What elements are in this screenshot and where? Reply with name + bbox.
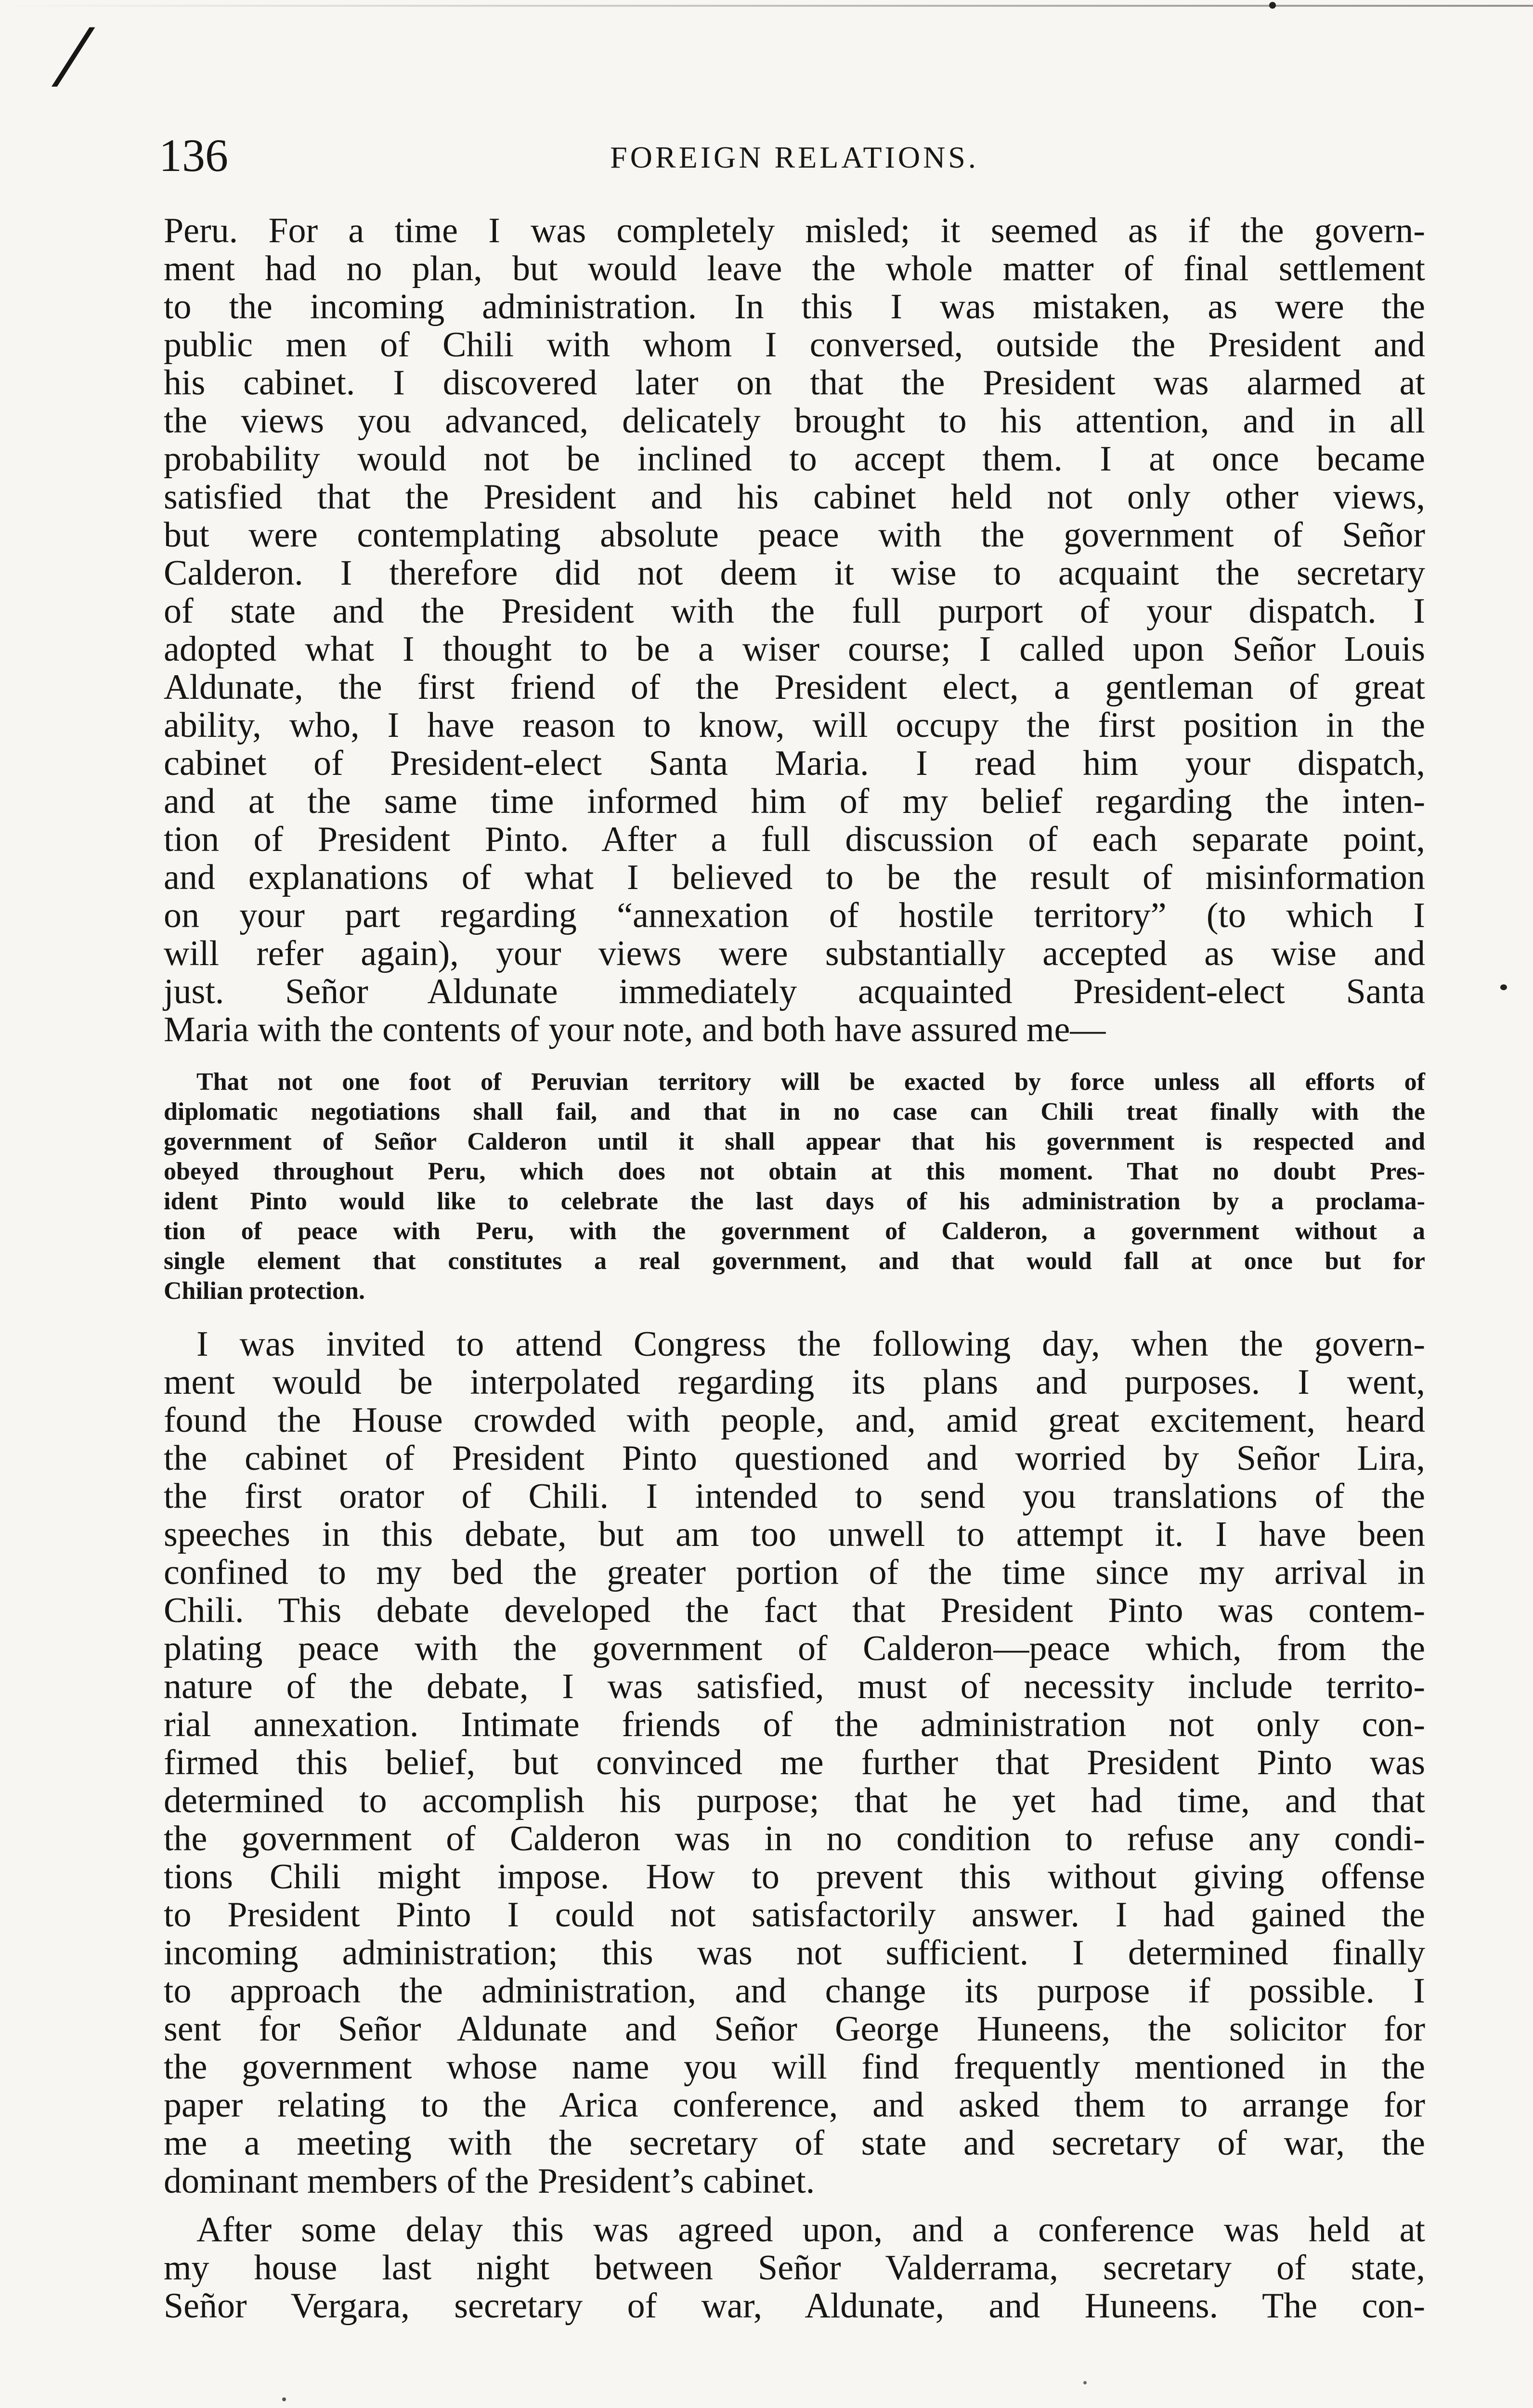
- text-line: confined to my bed the greater portion of the time since my arrival in: [164, 1553, 1425, 1592]
- ink-speck: [1500, 984, 1507, 990]
- ink-speck: [282, 2397, 286, 2401]
- text-line: the cabinet of President Pinto questioned and worried by Señor Lira,: [164, 1439, 1425, 1478]
- text-line: and at the same time informed him of my belief regarding the inten-: [164, 782, 1425, 821]
- text-line: determined to accomplish his purpose; that he yet had time, and that: [164, 1781, 1425, 1820]
- text-line: the views you advanced, delicately brought to his attention, and in all: [164, 401, 1425, 441]
- text-line: I was invited to attend Congress the following day, when the govern-: [196, 1324, 1425, 1364]
- text-line: probability would not be inclined to accept them. I at once became: [164, 439, 1425, 479]
- text-line: speeches in this debate, but am too unwell to attempt it. I have been: [164, 1515, 1425, 1554]
- text-line: firmed this belief, but convinced me further that President Pinto was: [164, 1743, 1425, 1782]
- text-line: Peru. For a time I was completely misled; it seemed as if the govern-: [164, 211, 1425, 250]
- text-line: dominant members of the President’s cabinet.: [164, 2161, 815, 2201]
- quote-line: Chilian protection.: [164, 1277, 365, 1305]
- text-line: the government of Calderon was in no condition to refuse any condi-: [164, 1819, 1425, 1858]
- text-line: found the House crowded with people, and, amid great excitement, heard: [164, 1400, 1425, 1440]
- text-line: the first orator of Chili. I intended to send you translations of the: [164, 1477, 1425, 1516]
- page-number: 136: [159, 130, 228, 181]
- text-line: to the incoming administration. In this I was mistaken, as were the: [164, 287, 1425, 327]
- text-line: and explanations of what I believed to be the result of misinformation: [164, 858, 1425, 897]
- text-line: to approach the administration, and change its purpose if possible. I: [164, 1971, 1425, 2011]
- page-header: [159, 129, 1430, 182]
- text-line: the government whose name you will find frequently mentioned in the: [164, 2047, 1425, 2087]
- text-line: ability, who, I have reason to know, will occupy the first position in the: [164, 706, 1425, 745]
- quote-line: ident Pinto would like to celebrate the last days of his administration by a proclama-: [164, 1188, 1425, 1215]
- text-line: cabinet of President-elect Santa Maria. I read him your dispatch,: [164, 744, 1425, 783]
- text-line: satisfied that the President and his cabinet held not only other views,: [164, 477, 1425, 517]
- text-line: nature of the debate, I was satisfied, must of necessity include territo-: [164, 1667, 1425, 1706]
- quote-line: government of Señor Calderon until it shall appear that his government is respected and: [164, 1128, 1425, 1155]
- text-line: Aldunate, the first friend of the President elect, a gentleman of great: [164, 667, 1425, 707]
- corner-mark: /: [48, 13, 100, 97]
- quote-line: diplomatic negotiations shall fail, and that in no case can Chili treat finally with the: [164, 1098, 1425, 1125]
- text-line: his cabinet. I discovered later on that the President was alarmed at: [164, 363, 1425, 403]
- text-line: sent for Señor Aldunate and Señor George Huneens, the solicitor for: [164, 2009, 1425, 2049]
- running-head: FOREIGN RELATIONS.: [610, 140, 979, 174]
- text-line: Maria with the contents of your note, and both have assured me—: [164, 1010, 1106, 1049]
- text-line: Señor Vergara, secretary of war, Aldunate, and Huneens. The con-: [164, 2286, 1425, 2326]
- quote-line: single element that constitutes a real government, and that would fall at once but for: [164, 1247, 1425, 1275]
- text-line: incoming administration; this was not sufficient. I determined finally: [164, 1933, 1425, 1973]
- quote-line: tion of peace with Peru, with the government of Calderon, a government without a: [164, 1217, 1425, 1245]
- text-line: but were contemplating absolute peace with the government of Señor: [164, 515, 1425, 555]
- quote-line: That not one foot of Peruvian territory will be exacted by force unless all efforts of: [196, 1068, 1425, 1096]
- text-line: tion of President Pinto. After a full discussion of each separate point,: [164, 820, 1425, 859]
- text-line: paper relating to the Arica conference, and asked them to arrange for: [164, 2085, 1425, 2125]
- text-line: of state and the President with the full purport of your dispatch. I: [164, 591, 1425, 631]
- text-line: on your part regarding “annexation of hostile territory” (to which I: [164, 896, 1425, 935]
- text-line: ment had no plan, but would leave the whole matter of final settlement: [164, 249, 1425, 288]
- text-line: Calderon. I therefore did not deem it wise to acquaint the secretary: [164, 553, 1425, 593]
- text-line: will refer again), your views were substantially accepted as wise and: [164, 934, 1425, 973]
- body-text: [164, 212, 1425, 2325]
- text-line: Chili. This debate developed the fact that President Pinto was contem-: [164, 1591, 1425, 1630]
- top-edge-rule: [0, 5, 1533, 7]
- text-line: adopted what I thought to be a wiser course; I called upon Señor Louis: [164, 629, 1425, 669]
- ink-speck: [1269, 2, 1276, 9]
- text-line: just. Señor Aldunate immediately acquainted President-elect Santa: [164, 972, 1425, 1011]
- quote-line: obeyed throughout Peru, which does not obtain at this moment. That no doubt Pres-: [164, 1158, 1425, 1185]
- text-line: my house last night between Señor Valderrama, secretary of state,: [164, 2248, 1425, 2288]
- text-line: tions Chili might impose. How to prevent this without giving offense: [164, 1857, 1425, 1897]
- text-line: ment would be interpolated regarding its plans and purposes. I went,: [164, 1362, 1425, 1402]
- text-line: rial annexation. Intimate friends of the administration not only con-: [164, 1705, 1425, 1744]
- text-line: After some delay this was agreed upon, and a conference was held at: [196, 2210, 1425, 2250]
- text-line: plating peace with the government of Calderon—peace which, from the: [164, 1629, 1425, 1668]
- text-line: public men of Chili with whom I conversed, outside the President and: [164, 325, 1425, 365]
- block-quote: [164, 1067, 1425, 1306]
- text-line: to President Pinto I could not satisfactorily answer. I had gained the: [164, 1895, 1425, 1935]
- text-line: me a meeting with the secretary of state and secretary of war, the: [164, 2123, 1425, 2163]
- ink-speck: [1083, 2381, 1087, 2384]
